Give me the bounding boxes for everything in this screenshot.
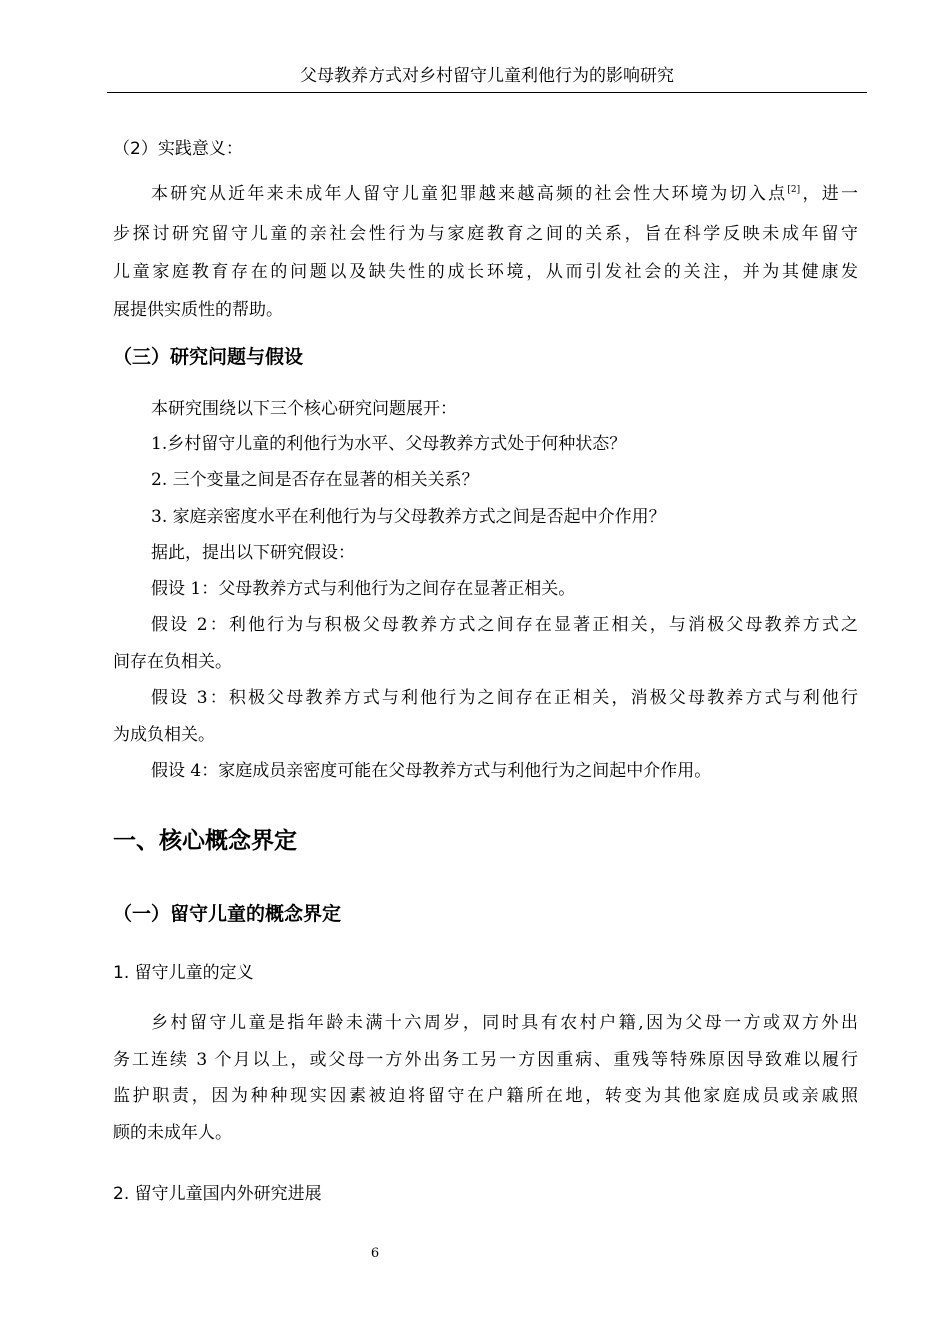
page-number: 6 (370, 1246, 380, 1261)
paragraph-line: 展提供实质性的帮助。 (113, 300, 283, 320)
hypothesis-continuation: 间存在负相关。 (113, 652, 232, 672)
paragraph-line: 监护职责，因为种种现实因素被迫将留守在户籍所在地，转变为其他家庭成员或亲戚照 (113, 1086, 858, 1106)
paragraph-line: 务工连续 3 个月以上，或父母一方外出务工另一方因重病、重残等特殊原因导致难以履行 (113, 1050, 858, 1070)
hypothesis: 假设 2：利他行为与积极父母教养方式之间存在显著正相关，与消极父母教养方式之 (151, 615, 858, 635)
section-heading: （一）留守儿童的概念界定 (113, 903, 342, 925)
citation-marker: [2] (787, 185, 801, 195)
running-header: 父母教养方式对乡村留守儿童利他行为的影响研究 (300, 66, 674, 86)
chapter-heading: 一、核心概念界定 (113, 828, 297, 854)
paragraph-line: 顾的未成年人。 (113, 1123, 232, 1143)
hypothesis: 假设 3：积极父母教养方式与利他行为之间存在正相关，消极父母教养方式与利他行 (151, 688, 858, 708)
paragraph-line: 本研究围绕以下三个核心研究问题展开： (151, 399, 457, 419)
paragraph-line: 儿童家庭教育存在的问题以及缺失性的成长环境，从而引发社会的关注，并为其健康发 (113, 262, 858, 282)
paragraph-line: 乡村留守儿童是指年龄未满十六周岁，同时具有农村户籍,因为父母一方或双方外出 (151, 1013, 858, 1033)
header-rule (107, 92, 867, 93)
research-question: 2. 三个变量之间是否存在显著的相关关系？ (151, 470, 479, 490)
practical-significance-heading: （2）实践意义： (113, 139, 243, 159)
hypothesis-continuation: 为成负相关。 (113, 725, 215, 745)
subsection-heading: 2. 留守儿童国内外研究进展 (113, 1184, 322, 1204)
research-question: 1.乡村留守儿童的利他行为水平、父母教养方式处于何种状态？ (151, 434, 627, 454)
paragraph-line: 本研究从近年来未成年人留守儿童犯罪越来越高频的社会性大环境为切入点[2]，进一 (151, 184, 859, 204)
section-heading: （三）研究问题与假设 (113, 346, 304, 368)
paragraph-line: 据此，提出以下研究假设： (151, 543, 355, 563)
hypothesis: 假设 1：父母教养方式与利他行为之间存在显著正相关。 (151, 579, 576, 599)
subsection-heading: 1. 留守儿童的定义 (113, 963, 254, 983)
research-question: 3. 家庭亲密度水平在利他行为与父母教养方式之间是否起中介作用？ (151, 507, 666, 527)
hypothesis: 假设 4：家庭成员亲密度可能在父母教养方式与利他行为之间起中介作用。 (151, 761, 712, 781)
paragraph-line: 步探讨研究留守儿童的亲社会性行为与家庭教育之间的关系，旨在科学反映未成年留守 (113, 224, 858, 244)
